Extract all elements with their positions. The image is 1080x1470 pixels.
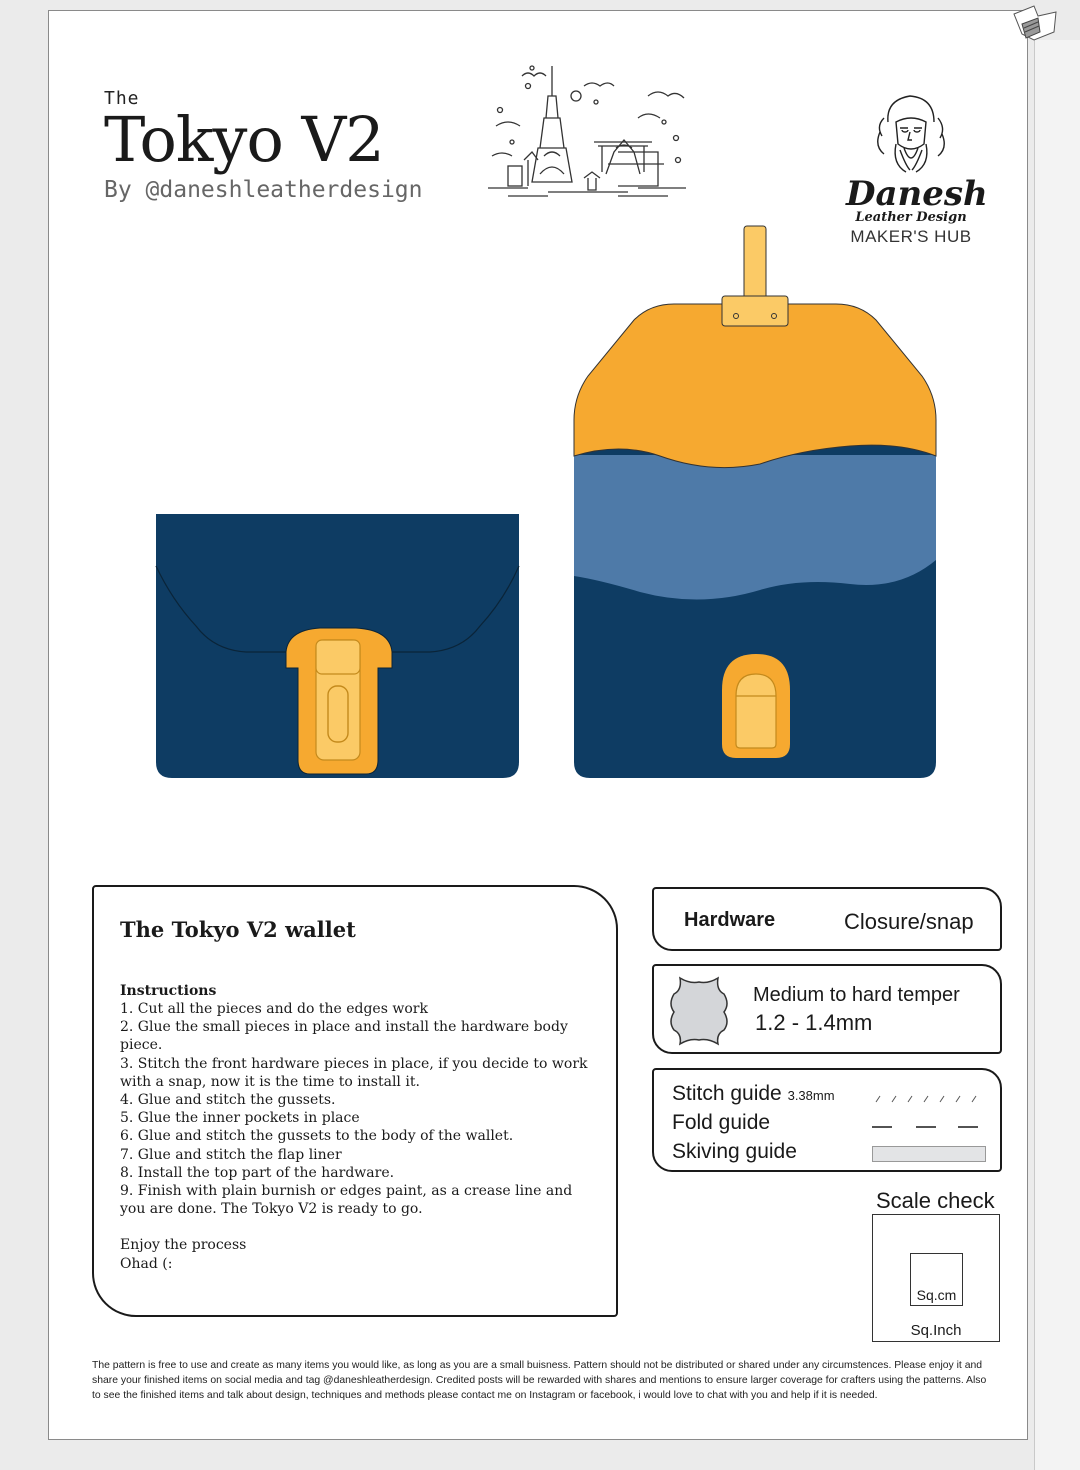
scale-inch-box bbox=[872, 1214, 1000, 1342]
page-title: Tokyo V2 bbox=[104, 103, 384, 176]
open-wallet-illustration bbox=[574, 226, 936, 778]
instruction-step: 4. Glue and stitch the gussets. bbox=[120, 1092, 336, 1109]
title-prefix: The bbox=[104, 88, 140, 109]
instruction-step: 7. Glue and stitch the flap liner bbox=[120, 1146, 342, 1163]
brand-name: Danesh bbox=[846, 174, 988, 214]
closed-wallet-illustration bbox=[156, 514, 519, 778]
instruction-step: you are done. The Tokyo V2 is ready to go. bbox=[120, 1201, 423, 1218]
stitch-guide-sample bbox=[872, 1088, 992, 1108]
skiving-guide-label: Skiving guide bbox=[672, 1140, 797, 1163]
instruction-step: 2. Glue the small pieces in place and install the hardware body bbox=[120, 1019, 568, 1036]
hardware-value: Closure/snap bbox=[844, 909, 974, 934]
leather-thickness: 1.2 - 1.4mm bbox=[755, 1010, 873, 1035]
scale-cm-label: Sq.cm bbox=[916, 1287, 957, 1303]
instructions-title: The Tokyo V2 wallet bbox=[120, 917, 356, 942]
fold-guide-sample bbox=[872, 1122, 982, 1132]
stitch-guide-label: Stitch guide bbox=[672, 1082, 782, 1105]
brand-subtitle: Leather Design bbox=[855, 210, 967, 225]
leather-panel bbox=[652, 964, 1002, 1054]
instructions-panel bbox=[92, 885, 618, 1317]
skiving-guide-sample bbox=[872, 1146, 986, 1162]
stitch-guide-row bbox=[672, 1082, 835, 1106]
fold-guide-label: Fold guide bbox=[672, 1111, 771, 1134]
signature-line: Ohad (: bbox=[120, 1255, 173, 1272]
hardware-panel bbox=[652, 887, 1002, 951]
leather-temper: Medium to hard temper bbox=[753, 984, 960, 1006]
hardware-label: Hardware bbox=[684, 909, 776, 931]
leather-hide-icon bbox=[666, 974, 732, 1048]
stitch-guide-size: 3.38mm bbox=[787, 1088, 835, 1103]
instructions-heading: Instructions bbox=[120, 983, 217, 999]
brand-hub: MAKER'S HUB bbox=[850, 227, 972, 246]
scale-inch-label: Sq.Inch bbox=[910, 1322, 962, 1339]
instruction-step: 1. Cut all the pieces and do the edges work bbox=[120, 1001, 428, 1017]
instruction-step: 3. Stitch the front hardware pieces in place, if you decide to work bbox=[120, 1055, 588, 1072]
scale-cm-box bbox=[910, 1253, 963, 1306]
guides-panel bbox=[652, 1068, 1002, 1172]
instruction-step: 8. Install the top part of the hardware. bbox=[120, 1164, 395, 1181]
instruction-step: piece. bbox=[120, 1037, 163, 1054]
instruction-step: 5. Glue the inner pockets in place bbox=[120, 1110, 360, 1127]
scale-check-label: Scale check bbox=[876, 1188, 995, 1213]
instruction-step: 6. Glue and stitch the gussets to the body of the wallet. bbox=[120, 1128, 514, 1145]
instruction-step: 9. Finish with plain burnish or edges paint, as a crease line and bbox=[120, 1183, 573, 1200]
instruction-step: with a snap, now it is the time to install it. bbox=[120, 1073, 420, 1090]
closing-line: Enjoy the process bbox=[120, 1237, 247, 1254]
footer-disclaimer: The pattern is free to use and create as many items you would like, as long as you are a small buisness. Pattern should not be distributed or shared under any circumstences. Please enjoy it and share your finished items on social media and tag @daneshleatherdesign. Credited posts will be rewarded with shares and mentions to ensure larger coverage for crafters using the patterns. Also to see the finished items and talk about design, techniques and methods please contact me on Instagram or facebook, i would love to chat with you and help if it is needed. bbox=[92, 1360, 987, 1401]
byline: By @daneshleatherdesign bbox=[104, 177, 423, 203]
